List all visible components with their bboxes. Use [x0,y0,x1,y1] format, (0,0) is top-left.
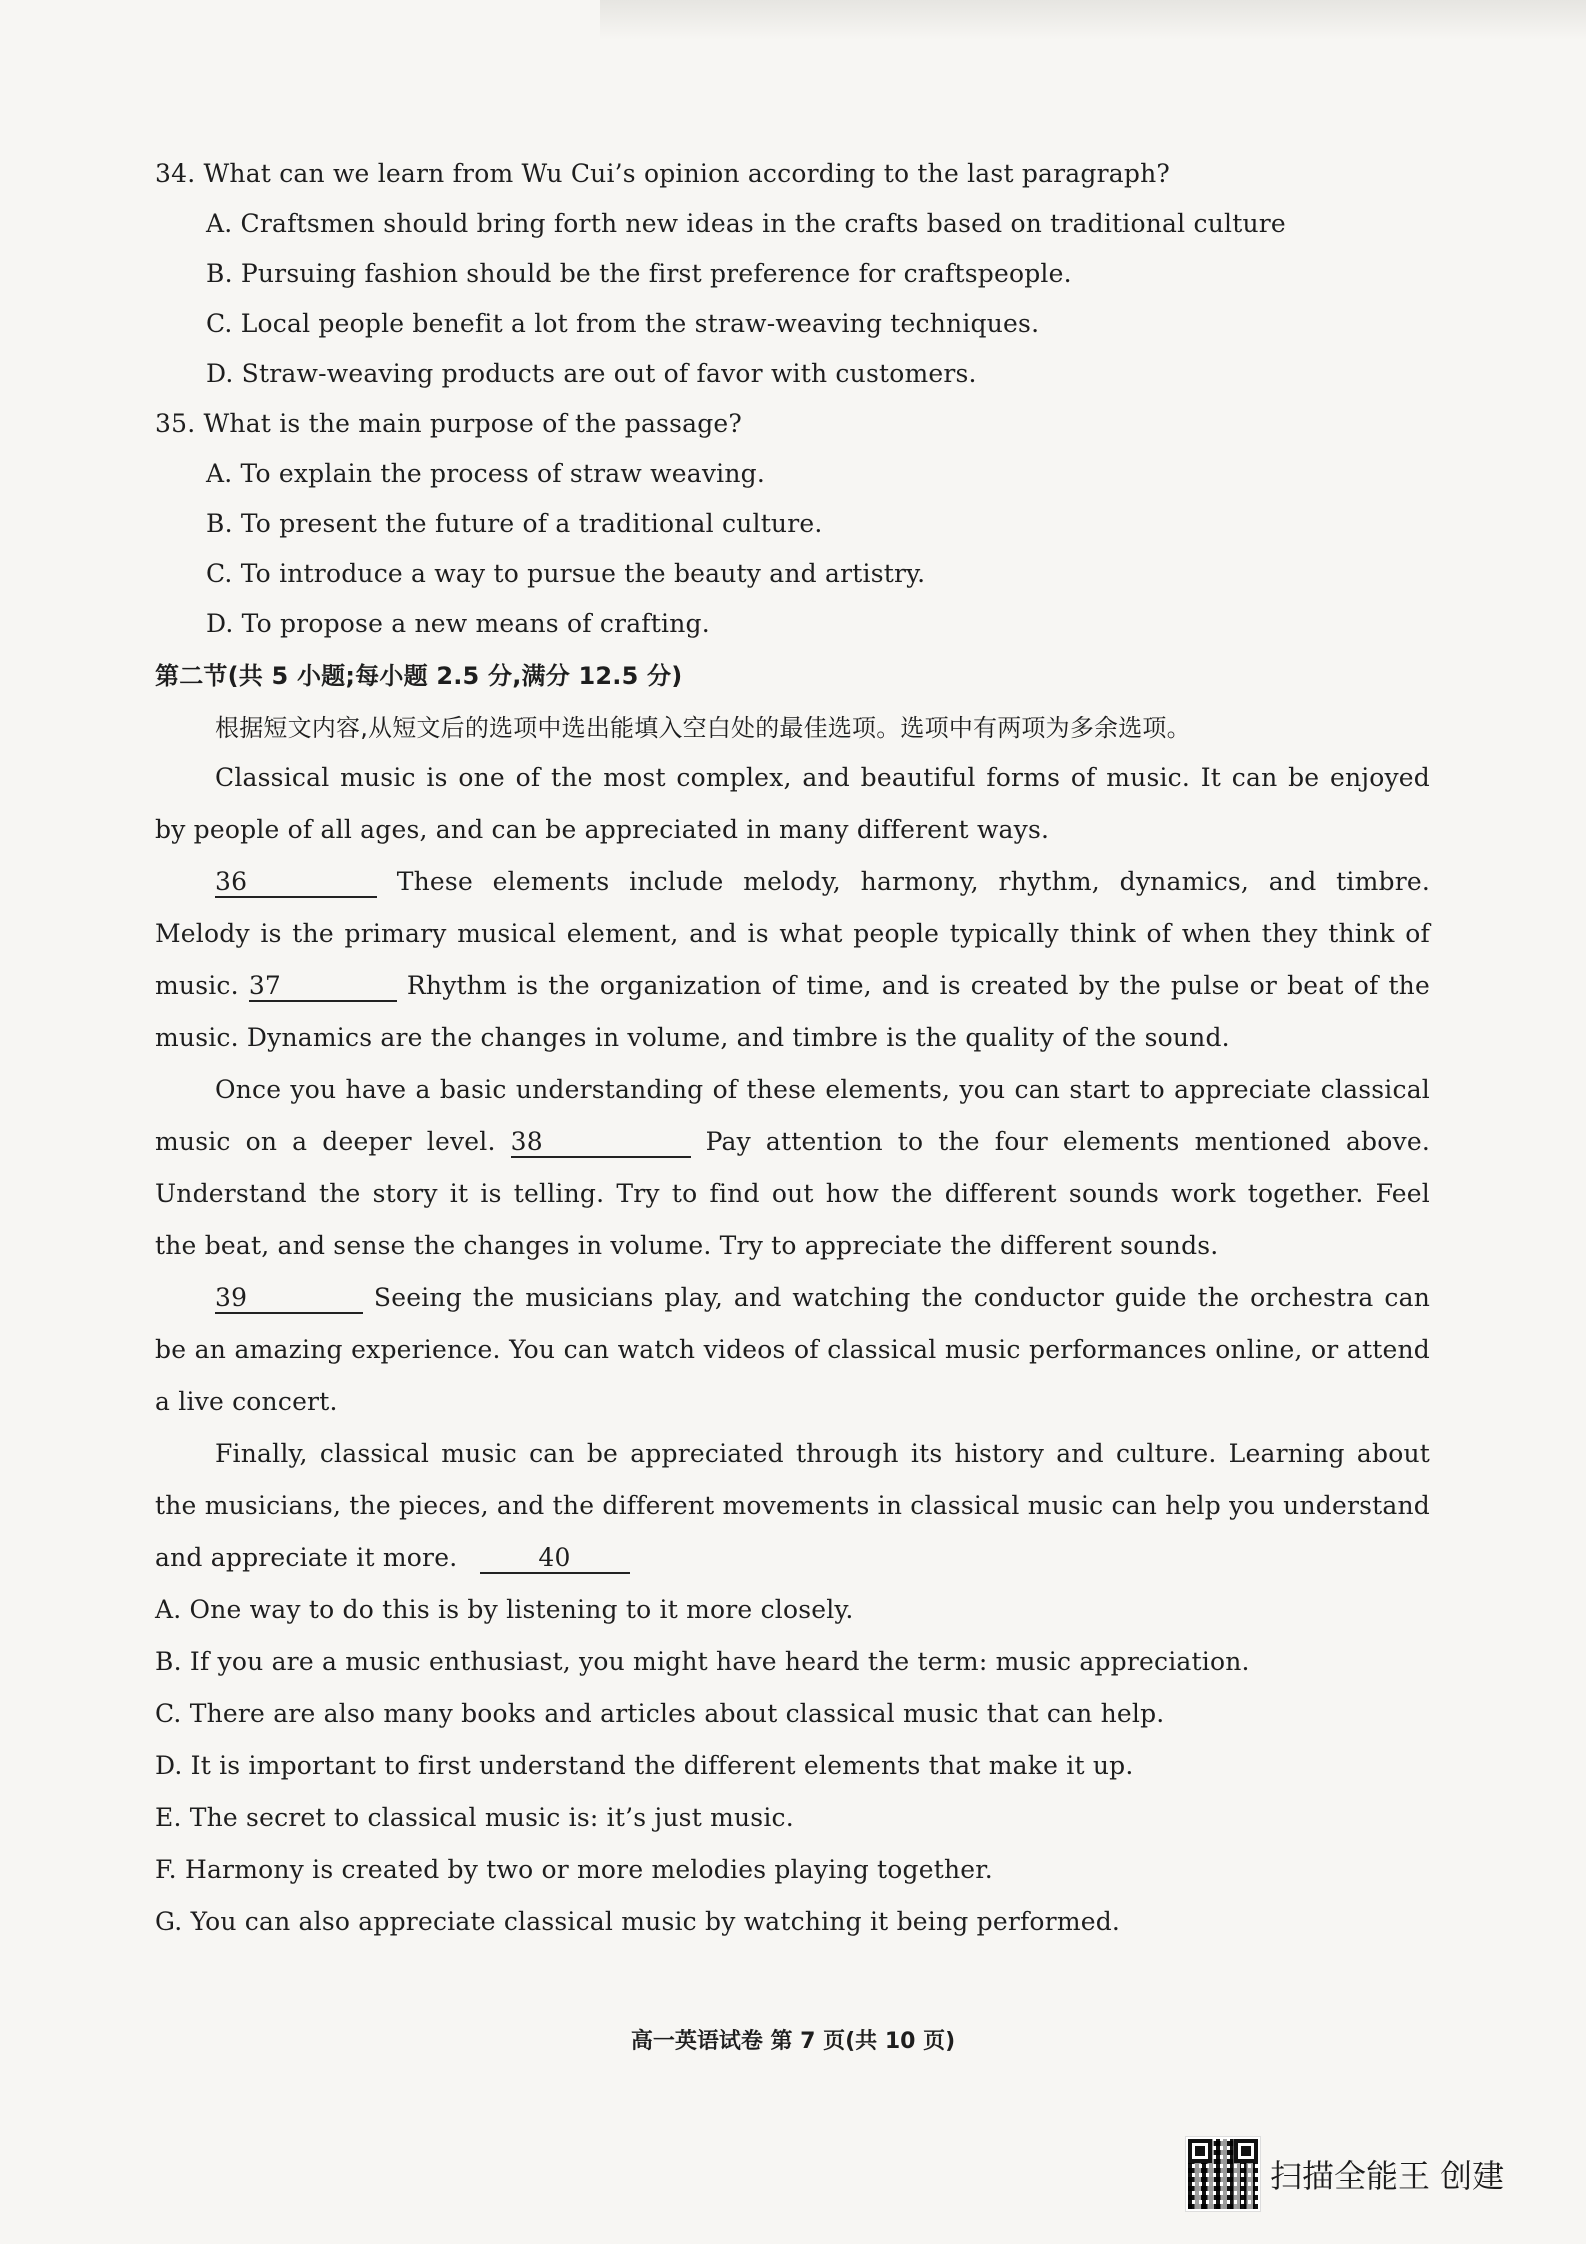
scanner-watermark [1186,2138,1504,2210]
blank-37[interactable]: 37 [249,972,397,1002]
passage-line: the beat, and sense the changes in volume. Try to appreciate the different sounds. [155,1231,1219,1260]
option-b: B. If you are a music enthusiast, you might have heard the term: music appreciation. [155,1647,1250,1676]
option-c: C. There are also many books and articles about classical music that can help. [155,1699,1165,1728]
watermark-text: 扫描全能王 创建 [1270,2157,1505,2195]
passage-line: Finally, classical music can be appreciated through its history and culture. Learning about [215,1439,1430,1468]
passage-line: 39 Seeing the musicians play, and watching the conductor guide the orchestra can [215,1283,1430,1312]
blank-39[interactable]: 39 [215,1284,363,1314]
passage-line: the musicians, the pieces, and the different movements in classical music can help you understand [155,1491,1430,1520]
option-f: F. Harmony is created by two or more melodies playing together. [155,1855,993,1884]
passage-line: music on a deeper level. 38 Pay attention to the four elements mentioned above. [155,1127,1430,1156]
passage-line: Classical music is one of the most complex, and beautiful forms of music. It can be enjoyed [215,763,1430,792]
passage-line: music. Dynamics are the changes in volume, and timbre is the quality of the sound. [155,1023,1230,1052]
passage-line: music. 37 Rhythm is the organization of time, and is created by the pulse or beat of the [155,971,1430,1000]
q34-stem: 34. What can we learn from Wu Cui’s opinion according to the last paragraph? [155,159,1170,188]
passage-line: a live concert. [155,1387,338,1416]
option-e: E. The secret to classical music is: it’s just music. [155,1803,794,1832]
q34-option-a: A. Craftsmen should bring forth new ideas in the crafts based on traditional culture [206,209,1286,238]
page-footer: 高一英语试卷 第 7 页(共 10 页) [630,2029,956,2054]
passage-line: be an amazing experience. You can watch videos of classical music performances online, or attend [155,1335,1430,1364]
passage-line: 36 These elements include melody, harmony, rhythm, dynamics, and timbre. [215,867,1430,896]
passage-line: by people of all ages, and can be appreciated in many different ways. [155,815,1050,844]
passage-line: and appreciate it more. 40 [155,1542,630,1574]
option-d: D. It is important to first understand the different elements that make it up. [155,1751,1134,1780]
qr-code-icon [1186,2137,1260,2211]
passage-line: Once you have a basic understanding of these elements, you can start to appreciate classical [215,1075,1430,1104]
q35-option-a: A. To explain the process of straw weaving. [206,459,766,488]
section-title: 第二节(共 5 小题;每小题 2.5 分,满分 12.5 分) [155,662,683,690]
scan-shadow [600,0,1586,40]
blank-36[interactable]: 36 [215,868,377,898]
passage-line: Melody is the primary musical element, and is what people typically think of when they think of [155,919,1430,948]
passage-line: Understand the story it is telling. Try to find out how the different sounds work together. Feel [155,1179,1430,1208]
q35-option-b: B. To present the future of a traditional culture. [206,509,823,538]
option-a: A. One way to do this is by listening to it more closely. [155,1595,854,1624]
blank-38[interactable]: 38 [511,1128,691,1158]
section-instruction: 根据短文内容,从短文后的选项中选出能填入空白处的最佳选项。选项中有两项为多余选项。 [215,714,1191,742]
q35-option-d: D. To propose a new means of crafting. [206,609,710,638]
q35-stem: 35. What is the main purpose of the passage? [155,409,743,438]
q34-option-b: B. Pursuing fashion should be the first preference for craftspeople. [206,259,1072,288]
q34-option-c: C. Local people benefit a lot from the straw-weaving techniques. [206,309,1040,338]
blank-40[interactable]: 40 [480,1544,630,1574]
option-g: G. You can also appreciate classical music by watching it being performed. [155,1907,1121,1936]
q35-option-c: C. To introduce a way to pursue the beauty and artistry. [206,559,926,588]
q34-option-d: D. Straw-weaving products are out of favor with customers. [206,359,977,388]
